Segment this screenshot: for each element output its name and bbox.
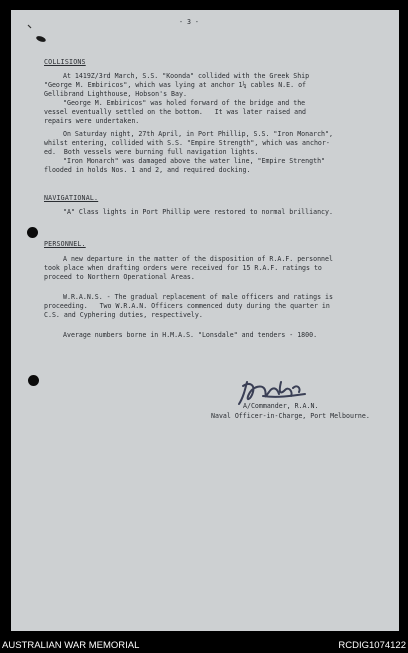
heading-navigational: NAVIGATIONAL. xyxy=(44,194,99,202)
ink-mark xyxy=(25,22,51,44)
text-line: Average numbers borne in H.M.A.S. "Lonsdale" and tenders - 1800. xyxy=(63,331,318,339)
text-line: Gellibrand Lighthouse, Hobson's Bay. xyxy=(44,90,187,98)
text-line: "George M. Embiricos" was holed forward of the bridge and the xyxy=(63,99,306,107)
text-line: ed. Both vessels were burning full navigation lights. xyxy=(44,148,259,156)
archive-footer xyxy=(0,638,408,653)
archive-name: AUSTRALIAN WAR MEMORIAL xyxy=(2,640,140,651)
text-line: "George M. Embiricos", which was lying at anchor 1¼ cables N.E. of xyxy=(44,81,307,89)
signature-title: A/Commander, R.A.N. xyxy=(243,402,319,410)
page-number: - 3 - xyxy=(179,18,199,26)
heading-collisions: COLLISIONS xyxy=(44,58,86,66)
text-line: W.R.A.N.S. - The gradual replacement of male officers and ratings is xyxy=(63,293,333,301)
heading-personnel: PERSONNEL. xyxy=(44,240,86,248)
text-line: A new departure in the matter of the disposition of R.A.F. personnel xyxy=(63,255,333,263)
text-line: On Saturday night, 27th April, in Port Phillip, S.S. "Iron Monarch", xyxy=(63,130,333,138)
punch-hole xyxy=(28,375,39,386)
text-line: proceeding. Two W.R.A.N. Officers commenced duty during the quarter in xyxy=(44,302,330,310)
signature-office: Naval Officer-in-Charge, Port Melbourne. xyxy=(211,412,370,420)
text-line: "A" Class lights in Port Phillip were restored to normal brilliancy. xyxy=(63,208,333,216)
text-line: vessel eventually settled on the bottom. It was later raised and xyxy=(44,108,307,116)
text-line: repairs were undertaken. xyxy=(44,117,140,125)
record-id: RCDIG1074122 xyxy=(338,640,406,651)
text-line: "Iron Monarch" was damaged above the water line, "Empire Strength" xyxy=(63,157,326,165)
text-line: C.S. and Cyphering duties, respectively. xyxy=(44,311,203,319)
text-line: took place when drafting orders were received for 15 R.A.F. ratings to xyxy=(44,264,322,272)
text-line: proceed to Northern Operational Areas. xyxy=(44,273,195,281)
text-line: flooded in holds Nos. 1 and 2, and required docking. xyxy=(44,166,251,174)
document-page xyxy=(11,10,399,631)
punch-hole xyxy=(27,227,38,238)
text-line: At 1419Z/3rd March, S.S. "Koonda" collided with the Greek Ship xyxy=(63,72,310,80)
text-line: whilst entering, collided with S.S. "Empire Strength", which was anchor- xyxy=(44,139,330,147)
